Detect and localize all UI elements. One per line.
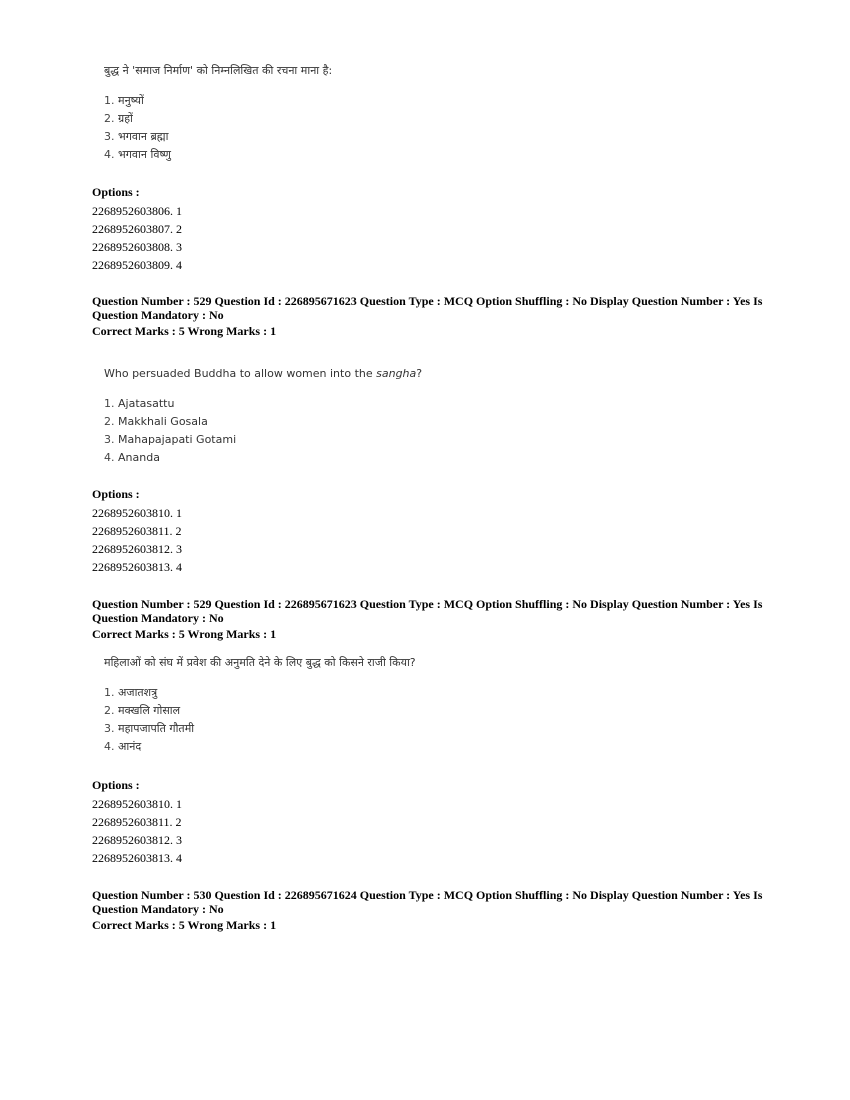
- question-meta-1: [92, 294, 772, 338]
- choice-number: 1.: [104, 397, 115, 410]
- choice-number: 4.: [104, 148, 115, 161]
- option-line: 2268952603809. 4: [92, 258, 182, 272]
- options-block-2: [92, 486, 182, 576]
- question-1-choices: [104, 92, 332, 164]
- choice-item: [104, 720, 416, 738]
- choice-text: मक्खलि गोसाल: [118, 704, 181, 717]
- question-1-text: बुद्ध ने 'समाज निर्माण' को निम्नलिखित की रचना माना है:: [104, 64, 333, 77]
- choice-text: Ananda: [118, 451, 160, 464]
- choice-item: [104, 431, 422, 449]
- option-line: 2268952603808. 3: [92, 240, 182, 254]
- question-1-content: [104, 64, 332, 164]
- choice-item: [104, 449, 422, 467]
- choice-number: 2.: [104, 415, 115, 428]
- choice-number: 1.: [104, 686, 115, 699]
- choice-number: 2.: [104, 112, 115, 125]
- choice-text: Ajatasattu: [118, 397, 175, 410]
- question-3-choices: [104, 684, 416, 756]
- option-line: 2268952603806. 1: [92, 204, 182, 218]
- question-3-text: महिलाओं को संघ में प्रवेश की अनुमति देने के लिए बुद्ध को किसने राजी किया?: [104, 656, 416, 669]
- choice-number: 3.: [104, 433, 115, 446]
- question-2-choices: [104, 395, 422, 467]
- marks-line: Correct Marks : 5 Wrong Marks : 1: [92, 627, 277, 641]
- choice-item: [104, 738, 416, 756]
- options-block-1: [92, 184, 182, 274]
- choice-text: मनुष्यों: [118, 94, 144, 107]
- option-line: 2268952603812. 3: [92, 542, 182, 556]
- options-block-3: [92, 777, 182, 867]
- choice-number: 2.: [104, 704, 115, 717]
- question-2-text-pre: Who persuaded Buddha to allow women into the: [104, 367, 377, 380]
- question-2-text: [104, 367, 422, 381]
- choice-item: [104, 110, 332, 128]
- choice-text: Mahapajapati Gotami: [118, 433, 237, 446]
- question-2-text-post: ?: [416, 367, 423, 380]
- choice-text: आनंद: [118, 740, 142, 753]
- question-2-text-emphasis: sangha: [376, 367, 417, 380]
- options-title: Options :: [92, 487, 140, 501]
- option-line: 2268952603811. 2: [92, 524, 182, 538]
- choice-item: [104, 146, 332, 164]
- option-line: 2268952603813. 4: [92, 851, 182, 865]
- choice-item: [104, 395, 422, 413]
- question-meta-3: [92, 888, 772, 932]
- choice-item: [104, 684, 416, 702]
- choice-number: 3.: [104, 130, 115, 143]
- choice-text: भगवान ब्रह्मा: [118, 130, 169, 143]
- choice-item: [104, 92, 332, 110]
- question-2-content: [104, 367, 422, 467]
- option-line: 2268952603812. 3: [92, 833, 182, 847]
- question-3-content: [104, 656, 416, 756]
- option-line: 2268952603807. 2: [92, 222, 182, 236]
- question-meta-line: Question Number : 529 Question Id : 226895671623 Question Type : MCQ Option Shuffling : No Display Question Number : Yes Is Question Mandatory : No: [92, 294, 763, 322]
- option-line: 2268952603811. 2: [92, 815, 182, 829]
- choice-item: [104, 702, 416, 720]
- options-title: Options :: [92, 778, 140, 792]
- question-meta-line: Question Number : 529 Question Id : 226895671623 Question Type : MCQ Option Shuffling : No Display Question Number : Yes Is Question Mandatory : No: [92, 597, 763, 625]
- options-title: Options :: [92, 185, 140, 199]
- choice-text: ग्रहों: [118, 112, 133, 125]
- marks-line: Correct Marks : 5 Wrong Marks : 1: [92, 918, 277, 932]
- option-line: 2268952603813. 4: [92, 560, 182, 574]
- choice-number: 3.: [104, 722, 115, 735]
- option-line: 2268952603810. 1: [92, 506, 182, 520]
- choice-item: [104, 413, 422, 431]
- question-meta-line: Question Number : 530 Question Id : 226895671624 Question Type : MCQ Option Shuffling : No Display Question Number : Yes Is Question Mandatory : No: [92, 888, 763, 916]
- choice-number: 1.: [104, 94, 115, 107]
- choice-number: 4.: [104, 451, 115, 464]
- choice-item: [104, 128, 332, 146]
- choice-text: Makkhali Gosala: [118, 415, 208, 428]
- marks-line: Correct Marks : 5 Wrong Marks : 1: [92, 324, 277, 338]
- question-meta-2: [92, 597, 772, 641]
- choice-text: अजातशत्रु: [118, 686, 158, 699]
- choice-text: महापजापति गौतमी: [118, 722, 195, 735]
- choice-text: भगवान विष्णु: [118, 148, 171, 161]
- choice-number: 4.: [104, 740, 115, 753]
- option-line: 2268952603810. 1: [92, 797, 182, 811]
